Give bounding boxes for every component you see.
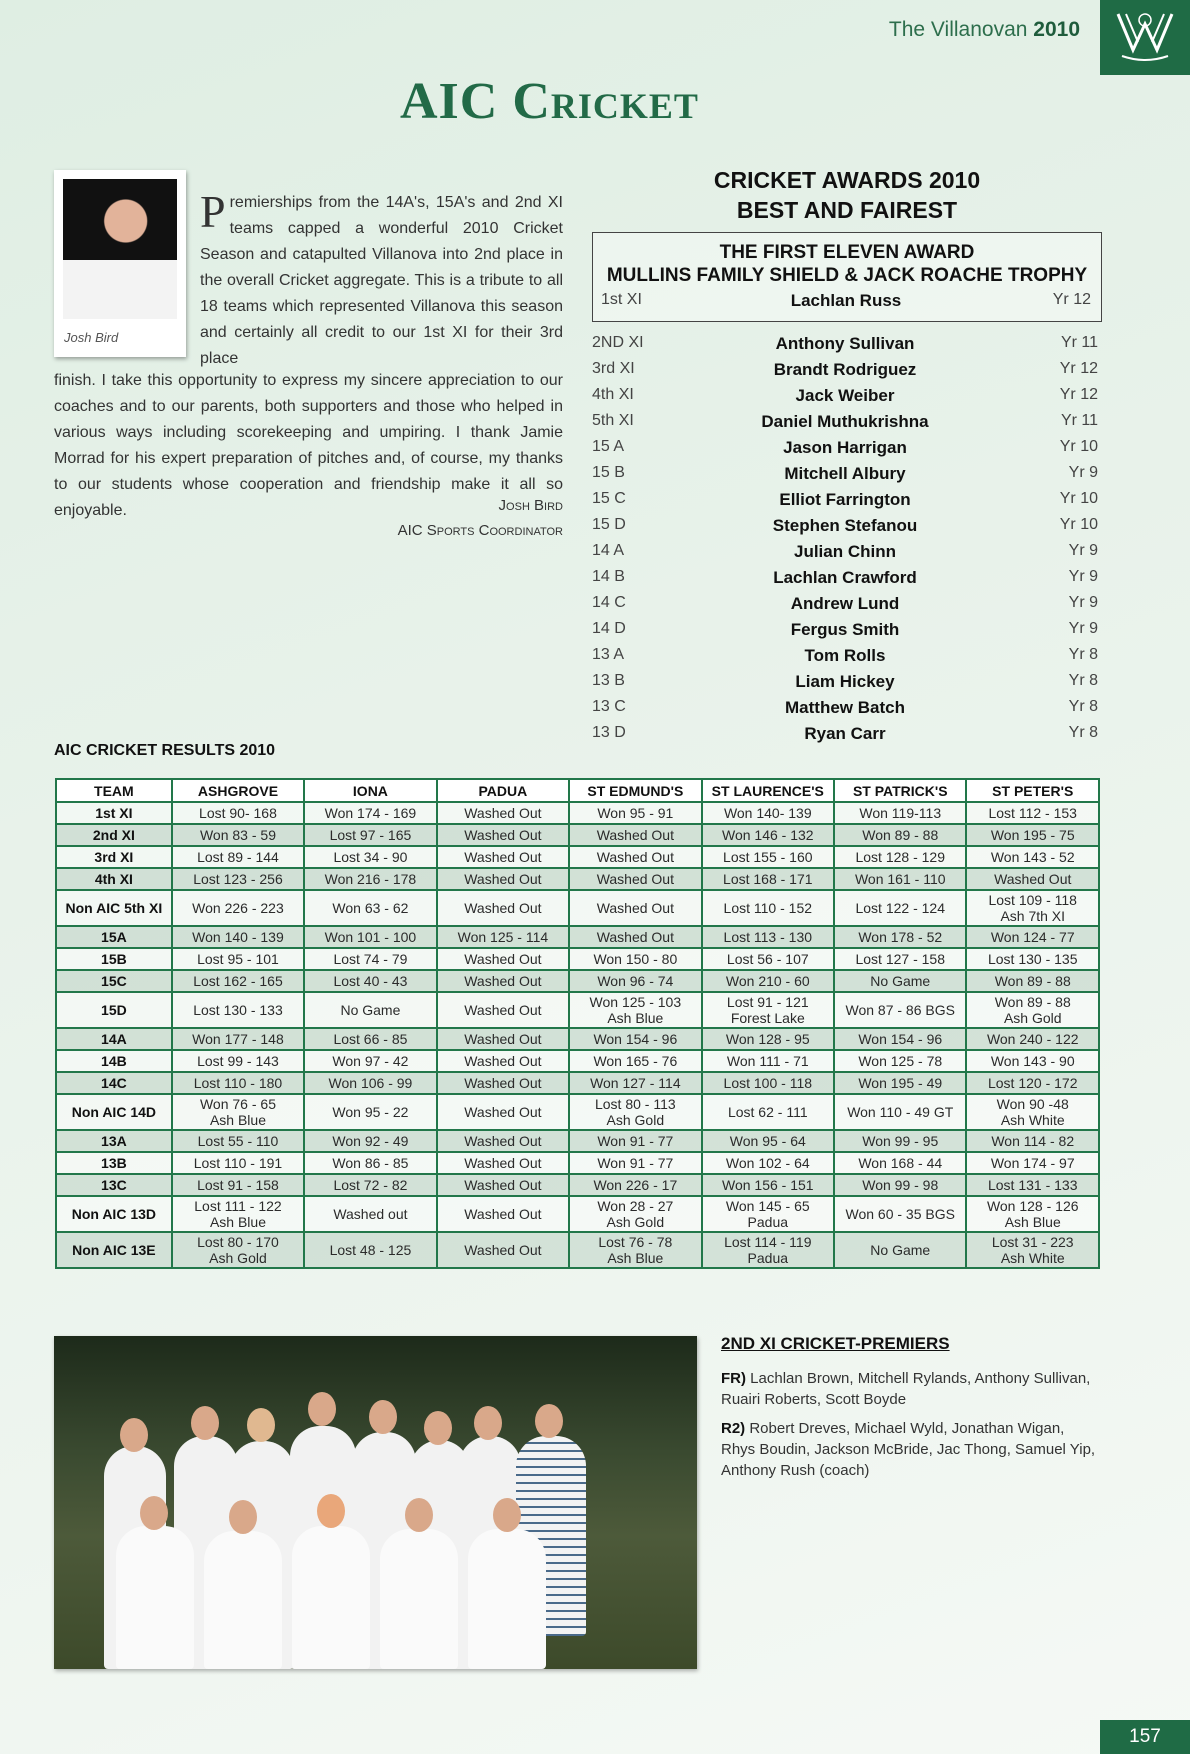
results-cell: Lost 130 - 133	[172, 992, 304, 1028]
results-cell: Won 101 - 100	[304, 926, 436, 948]
results-cell: Won 226 - 17	[569, 1174, 701, 1196]
player-head	[247, 1408, 275, 1442]
results-cell: Lost 168 - 171	[702, 868, 834, 890]
award-name: Elliot Farrington	[779, 490, 911, 509]
results-cell: Lost 99 - 143	[172, 1050, 304, 1072]
results-row	[56, 802, 1099, 824]
results-cell: Won 226 - 223	[172, 890, 304, 926]
results-body	[56, 802, 1099, 1268]
results-cell: Lost 110 - 191	[172, 1152, 304, 1174]
award-team: 13 A	[592, 646, 625, 663]
results-cell: Lost 130 - 135	[966, 948, 1099, 970]
results-row	[56, 890, 1099, 926]
results-cell: Lost 72 - 82	[304, 1174, 436, 1196]
results-cell: Won 90 -48 Ash White	[966, 1094, 1099, 1130]
results-cell: Won 87 - 86 BGS	[834, 992, 966, 1028]
results-cell: Won 86 - 85	[304, 1152, 436, 1174]
results-cell: Lost 56 - 107	[702, 948, 834, 970]
results-cell: Washed out	[304, 1196, 436, 1232]
award-name: Andrew Lund	[790, 594, 900, 613]
award-name: Fergus Smith	[790, 620, 900, 639]
results-cell: Washed Out	[569, 868, 701, 890]
results-cell: Lost 127 - 158	[834, 948, 966, 970]
results-cell: Washed Out	[437, 1094, 569, 1130]
results-cell: Lost 91 - 158	[172, 1174, 304, 1196]
seated-player	[292, 1526, 370, 1669]
villanova-logo	[1100, 0, 1190, 75]
results-cell: Lost 95 - 101	[172, 948, 304, 970]
second-row-list: Robert Dreves, Michael Wyld, Jonathan Wigan, Rhys Boudin, Jackson McBride, Jac Thong, Samuel Yip, Anthony Rush (coach)	[721, 1420, 1096, 1479]
results-row	[56, 1028, 1099, 1050]
results-cell: Won 63 - 62	[304, 890, 436, 926]
award-team: 14 A	[592, 542, 625, 559]
results-cell: Won 165 - 76	[569, 1050, 701, 1072]
results-row	[56, 1232, 1099, 1268]
award-team: 14 B	[592, 568, 625, 585]
award-row	[592, 412, 1098, 438]
results-cell: Won 83 - 59	[172, 824, 304, 846]
award-year: Yr 10	[1059, 516, 1098, 533]
results-team-cell: 15A	[56, 926, 172, 948]
results-cell: Won 146 - 132	[702, 824, 834, 846]
results-cell: Lost 113 - 130	[702, 926, 834, 948]
award-team: 13 D	[592, 724, 626, 741]
award-row	[592, 724, 1098, 750]
results-cell: Won 124 - 77	[966, 926, 1099, 948]
results-cell: Lost 112 - 153	[966, 802, 1099, 824]
award-name: Stephen Stefanou	[772, 516, 918, 535]
results-team-cell: 13A	[56, 1130, 172, 1152]
award-team: 15 B	[592, 464, 625, 481]
results-row	[56, 846, 1099, 868]
player-head	[140, 1496, 168, 1530]
results-cell: Won 210 - 60	[702, 970, 834, 992]
front-row-list: Lachlan Brown, Mitchell Rylands, Anthony Sullivan, Ruairi Roberts, Scott Boyde	[721, 1370, 1091, 1408]
results-cell: Lost 34 - 90	[304, 846, 436, 868]
page-title	[400, 72, 699, 131]
results-team-cell: 15B	[56, 948, 172, 970]
second-row-label: R2)	[721, 1420, 746, 1437]
player-head	[120, 1418, 148, 1452]
award-row	[592, 568, 1098, 594]
results-row	[56, 824, 1099, 846]
results-cell: Won 240 - 122	[966, 1028, 1099, 1050]
first-eleven-title-line2: MULLINS FAMILY SHIELD & JACK ROACHE TROPHY	[606, 265, 1088, 286]
results-cell: No Game	[304, 992, 436, 1028]
results-cell: Washed Out	[437, 948, 569, 970]
award-name: Julian Chinn	[794, 542, 896, 561]
award-year: Yr 8	[1068, 672, 1098, 689]
award-name: Lachlan Russ	[790, 291, 902, 310]
results-cell: Won 97 - 42	[304, 1050, 436, 1072]
award-year: Yr 8	[1068, 724, 1098, 741]
page-number: 157	[1100, 1720, 1190, 1754]
results-cell: Won 150 - 80	[569, 948, 701, 970]
photo-caption: Josh Bird	[64, 330, 119, 345]
results-team-cell: 15D	[56, 992, 172, 1028]
results-team-cell: Non AIC 13E	[56, 1232, 172, 1268]
results-cell: Washed Out	[437, 802, 569, 824]
results-cell: Washed Out	[966, 868, 1099, 890]
results-cell: Washed Out	[569, 926, 701, 948]
results-cell: Washed Out	[437, 1028, 569, 1050]
player-head	[424, 1411, 452, 1445]
seated-player	[468, 1529, 546, 1669]
second-row-names	[721, 1418, 1101, 1481]
results-cell: Lost 110 - 152	[702, 890, 834, 926]
results-cell: Washed Out	[569, 846, 701, 868]
player-head	[317, 1494, 345, 1528]
results-cell: Won 174 - 97	[966, 1152, 1099, 1174]
award-row	[592, 672, 1098, 698]
results-cell: Lost 90- 168	[172, 802, 304, 824]
results-cell: Washed Out	[437, 1130, 569, 1152]
seated-player	[116, 1526, 194, 1669]
results-cell: Won 89 - 88	[834, 824, 966, 846]
results-cell: Lost 110 - 180	[172, 1072, 304, 1094]
results-cell: Lost 48 - 125	[304, 1232, 436, 1268]
results-cell: Lost 111 - 122 Ash Blue	[172, 1196, 304, 1232]
results-cell: Washed Out	[569, 824, 701, 846]
award-row	[592, 490, 1098, 516]
results-cell: Lost 123 - 256	[172, 868, 304, 890]
results-cell: Lost 76 - 78 Ash Blue	[569, 1232, 701, 1268]
intro-text-a: remierships from the 14A's, 15A's and 2nd XI teams capped a wonderful 2010 Cricket Season and catapulted Villanova into 2nd place in the overall Cricket aggregate. This is a tribute to all 18 teams which represented Villanova this season and certainly all credit to our 1st XI for their 3rd place	[200, 194, 563, 367]
award-row	[592, 464, 1098, 490]
results-cell: Lost 62 - 111	[702, 1094, 834, 1130]
results-cell: Lost 80 - 113 Ash Gold	[569, 1094, 701, 1130]
intro-paragraph-bottom: finish. I take this opportunity to express my sincere appreciation to our coaches and to our parents, both supporters and those who helped in various ways including scorekeeping and umpiring. I thank Jamie Morrad for his expert preparation of pitches and, of course, my thanks to our students whose cooperation and friendship make it all so enjoyable.	[54, 372, 563, 519]
award-team: 1st XI	[601, 291, 642, 308]
award-name: Matthew Batch	[785, 698, 905, 717]
results-cell: Washed Out	[437, 868, 569, 890]
award-team: 13 B	[592, 672, 625, 689]
results-team-cell: Non AIC 5th XI	[56, 890, 172, 926]
results-cell: Won 161 - 110	[834, 868, 966, 890]
crest-icon	[1100, 0, 1190, 75]
results-cell: Lost 80 - 170 Ash Gold	[172, 1232, 304, 1268]
results-header-cell: IONA	[304, 779, 436, 802]
awards-title-line2: BEST AND FAIREST	[736, 197, 958, 223]
title-first-word: AIC	[400, 73, 499, 130]
player-head	[493, 1498, 521, 1532]
results-cell: Washed Out	[569, 890, 701, 926]
awards-list	[592, 334, 1098, 750]
results-cell: No Game	[834, 1232, 966, 1268]
results-cell: Won 95 - 91	[569, 802, 701, 824]
results-cell: Washed Out	[437, 1196, 569, 1232]
results-team-cell: Non AIC 13D	[56, 1196, 172, 1232]
results-team-cell: 14B	[56, 1050, 172, 1072]
award-name: Mitchell Albury	[784, 464, 906, 483]
drop-cap: P	[200, 186, 226, 237]
results-cell: Won 99 - 95	[834, 1130, 966, 1152]
results-cell: Lost 100 - 118	[702, 1072, 834, 1094]
results-team-cell: 14C	[56, 1072, 172, 1094]
award-row	[592, 334, 1098, 360]
award-year: Yr 11	[1060, 334, 1098, 351]
results-cell: Won 140- 139	[702, 802, 834, 824]
award-year: Yr 9	[1068, 464, 1098, 481]
results-cell: Won 143 - 90	[966, 1050, 1099, 1072]
results-cell: Won 128 - 95	[702, 1028, 834, 1050]
publication-name: The Villanovan	[888, 18, 1028, 41]
results-cell: Won 95 - 22	[304, 1094, 436, 1130]
award-team: 15 D	[592, 516, 626, 533]
results-cell: Won 125 - 103 Ash Blue	[569, 992, 701, 1028]
awards-title	[592, 165, 1102, 225]
results-cell: Lost 155 - 160	[702, 846, 834, 868]
award-year: Yr 12	[1059, 360, 1098, 377]
results-team-cell: 14A	[56, 1028, 172, 1050]
results-cell: Lost 31 - 223 Ash White	[966, 1232, 1099, 1268]
results-cell: Lost 131 - 133	[966, 1174, 1099, 1196]
player-head	[474, 1406, 502, 1440]
award-name: Ryan Carr	[804, 724, 886, 743]
results-cell: Won 92 - 49	[304, 1130, 436, 1152]
results-cell: Won 140 - 139	[172, 926, 304, 948]
award-name: Jack Weiber	[795, 386, 895, 405]
player-head	[405, 1498, 433, 1532]
results-header-cell: ST PETER'S	[966, 779, 1099, 802]
award-team: 14 C	[592, 594, 626, 611]
results-table	[55, 778, 1100, 1269]
results-header-row	[56, 779, 1099, 802]
results-cell: Won 216 - 178	[304, 868, 436, 890]
results-cell: Washed Out	[437, 1050, 569, 1072]
player-head	[369, 1400, 397, 1434]
coordinator-photo	[63, 179, 177, 319]
results-cell: Washed Out	[437, 1072, 569, 1094]
signature-role: AIC Sports Coordinator	[397, 522, 563, 539]
results-cell: Won 106 - 99	[304, 1072, 436, 1094]
premiers-title: 2ND XI CRICKET-PREMIERS	[721, 1334, 950, 1353]
seated-player	[380, 1529, 458, 1669]
results-cell: Won 168 - 44	[834, 1152, 966, 1174]
results-cell: Won 127 - 114	[569, 1072, 701, 1094]
award-year: Yr 8	[1068, 646, 1098, 663]
results-team-cell: 1st XI	[56, 802, 172, 824]
results-cell: Won 177 - 148	[172, 1028, 304, 1050]
results-header-cell: ST EDMUND'S	[569, 779, 701, 802]
award-year: Yr 10	[1059, 490, 1098, 507]
results-cell: Won 89 - 88	[966, 970, 1099, 992]
results-cell: Lost 74 - 79	[304, 948, 436, 970]
award-name: Liam Hickey	[795, 672, 895, 691]
front-row-names	[721, 1368, 1101, 1410]
results-cell: Washed Out	[437, 846, 569, 868]
front-row-label: FR)	[721, 1370, 746, 1387]
results-cell: Won 28 - 27 Ash Gold	[569, 1196, 701, 1232]
results-team-cell: 13B	[56, 1152, 172, 1174]
award-year: Yr 12	[1059, 386, 1098, 403]
results-team-cell: 2nd XI	[56, 824, 172, 846]
award-name: Daniel Muthukrishna	[761, 412, 929, 431]
publication-year: 2010	[1033, 18, 1080, 41]
results-cell: Won 156 - 151	[702, 1174, 834, 1196]
results-team-cell: 3rd XI	[56, 846, 172, 868]
award-row	[592, 360, 1098, 386]
title-second-word: Cricket	[512, 73, 699, 130]
results-row	[56, 1174, 1099, 1196]
award-year: Yr 9	[1068, 568, 1098, 585]
coach-head	[535, 1404, 563, 1438]
award-team: 5th XI	[592, 412, 634, 429]
results-cell: Lost 91 - 121 Forest Lake	[702, 992, 834, 1028]
results-header-cell: ST LAURENCE'S	[702, 779, 834, 802]
results-cell: Washed Out	[437, 1152, 569, 1174]
results-cell: Won 110 - 49 GT	[834, 1094, 966, 1130]
award-row	[592, 646, 1098, 672]
results-header-cell: ST PATRICK'S	[834, 779, 966, 802]
results-header-cell: PADUA	[437, 779, 569, 802]
results-cell: Won 111 - 71	[702, 1050, 834, 1072]
results-cell: Won 114 - 82	[966, 1130, 1099, 1152]
results-cell: Lost 66 - 85	[304, 1028, 436, 1050]
running-head	[889, 18, 1080, 42]
award-row	[592, 594, 1098, 620]
award-name: Jason Harrigan	[783, 438, 907, 457]
results-cell: Washed Out	[437, 824, 569, 846]
results-cell: Lost 109 - 118 Ash 7th XI	[966, 890, 1099, 926]
award-team: 13 C	[592, 698, 626, 715]
award-row	[592, 620, 1098, 646]
results-title: AIC CRICKET RESULTS 2010	[54, 742, 276, 759]
results-row	[56, 1196, 1099, 1232]
award-year: Yr 12	[1052, 291, 1091, 308]
player-head	[229, 1500, 257, 1534]
results-row	[56, 1094, 1099, 1130]
intro-paragraph-top	[200, 186, 563, 372]
award-row	[592, 438, 1098, 464]
first-eleven-title-line1: THE FIRST ELEVEN AWARD	[719, 242, 975, 263]
results-cell: Lost 89 - 144	[172, 846, 304, 868]
results-row	[56, 1072, 1099, 1094]
results-cell: Washed Out	[437, 1174, 569, 1196]
award-name: Anthony Sullivan	[775, 334, 915, 353]
results-cell: Won 125 - 78	[834, 1050, 966, 1072]
results-team-cell: 13C	[56, 1174, 172, 1196]
results-cell: Won 174 - 169	[304, 802, 436, 824]
results-row	[56, 926, 1099, 948]
results-cell: Won 125 - 114	[437, 926, 569, 948]
results-cell: Won 154 - 96	[834, 1028, 966, 1050]
award-year: Yr 9	[1068, 542, 1098, 559]
award-name: Lachlan Crawford	[773, 568, 917, 587]
results-row	[56, 868, 1099, 890]
results-cell: Lost 40 - 43	[304, 970, 436, 992]
results-row	[56, 992, 1099, 1028]
results-team-cell: Non AIC 14D	[56, 1094, 172, 1130]
results-cell: Won 145 - 65 Padua	[702, 1196, 834, 1232]
results-cell: Lost 162 - 165	[172, 970, 304, 992]
results-cell: Won 178 - 52	[834, 926, 966, 948]
player-head	[308, 1392, 336, 1426]
results-row	[56, 1152, 1099, 1174]
results-row	[56, 948, 1099, 970]
awards-title-line1: CRICKET AWARDS 2010	[713, 167, 981, 193]
results-cell: Washed Out	[437, 970, 569, 992]
results-cell: Washed Out	[437, 992, 569, 1028]
results-cell: Lost 55 - 110	[172, 1130, 304, 1152]
results-cell: Won 119-113	[834, 802, 966, 824]
award-year: Yr 9	[1068, 620, 1098, 637]
first-eleven-award-box	[592, 232, 1102, 322]
results-cell: Won 95 - 64	[702, 1130, 834, 1152]
results-cell: Washed Out	[437, 1232, 569, 1268]
results-cell: Lost 114 - 119 Padua	[702, 1232, 834, 1268]
award-year: Yr 11	[1060, 412, 1098, 429]
award-team: 15 C	[592, 490, 626, 507]
player-head	[191, 1406, 219, 1440]
results-cell: Won 143 - 52	[966, 846, 1099, 868]
award-row	[592, 386, 1098, 412]
results-cell: Lost 97 - 165	[304, 824, 436, 846]
results-cell: Won 76 - 65 Ash Blue	[172, 1094, 304, 1130]
seated-player	[204, 1531, 282, 1669]
results-cell: Won 195 - 49	[834, 1072, 966, 1094]
results-cell: Lost 122 - 124	[834, 890, 966, 926]
award-team: 15 A	[592, 438, 625, 455]
award-team: 2ND XI	[592, 334, 644, 351]
results-cell: Washed Out	[437, 890, 569, 926]
award-name: Tom Rolls	[804, 646, 886, 665]
results-team-cell: 4th XI	[56, 868, 172, 890]
award-year: Yr 9	[1068, 594, 1098, 611]
coordinator-photo-frame	[54, 170, 186, 357]
award-team: 3rd XI	[592, 360, 635, 377]
award-name: Brandt Rodriguez	[773, 360, 917, 379]
results-cell: Lost 128 - 129	[834, 846, 966, 868]
first-eleven-award-row	[601, 291, 1091, 315]
results-row	[56, 970, 1099, 992]
award-row	[592, 542, 1098, 568]
team-photo	[54, 1336, 697, 1669]
results-header-cell: TEAM	[56, 779, 172, 802]
signature-name: Josh Bird	[498, 497, 563, 514]
results-cell: Won 96 - 74	[569, 970, 701, 992]
award-team: 4th XI	[592, 386, 634, 403]
results-cell: Won 195 - 75	[966, 824, 1099, 846]
results-header-cell: ASHGROVE	[172, 779, 304, 802]
award-year: Yr 8	[1068, 698, 1098, 715]
results-cell: Won 99 - 98	[834, 1174, 966, 1196]
award-row	[592, 516, 1098, 542]
results-row	[56, 1130, 1099, 1152]
results-cell: No Game	[834, 970, 966, 992]
award-team: 14 D	[592, 620, 626, 637]
award-row	[592, 698, 1098, 724]
results-cell: Won 128 - 126 Ash Blue	[966, 1196, 1099, 1232]
results-cell: Won 60 - 35 BGS	[834, 1196, 966, 1232]
results-team-cell: 15C	[56, 970, 172, 992]
results-cell: Won 89 - 88 Ash Gold	[966, 992, 1099, 1028]
results-row	[56, 1050, 1099, 1072]
results-cell: Lost 120 - 172	[966, 1072, 1099, 1094]
results-cell: Won 91 - 77	[569, 1130, 701, 1152]
results-cell: Won 154 - 96	[569, 1028, 701, 1050]
award-year: Yr 10	[1059, 438, 1098, 455]
first-eleven-award-title	[593, 241, 1101, 287]
results-cell: Won 102 - 64	[702, 1152, 834, 1174]
results-cell: Won 91 - 77	[569, 1152, 701, 1174]
